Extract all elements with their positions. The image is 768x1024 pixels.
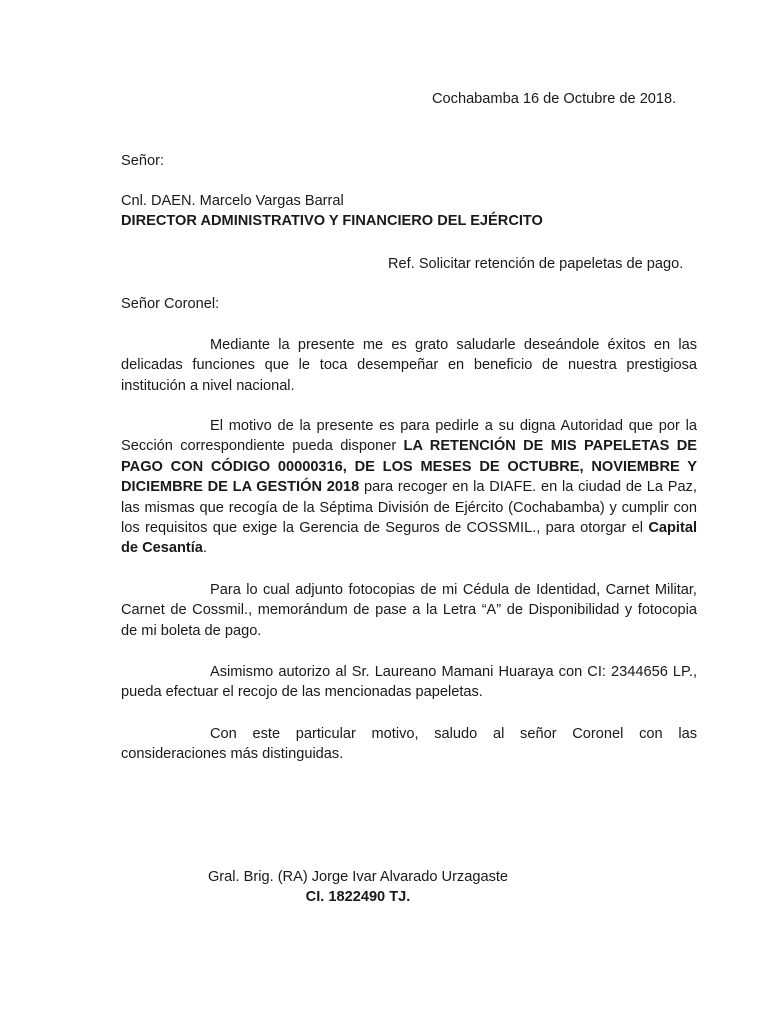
date-line: Cochabamba 16 de Octubre de 2018. — [432, 91, 677, 107]
recipient-title: DIRECTOR ADMINISTRATIVO Y FINANCIERO DEL EJÉRCITO — [121, 213, 543, 229]
signature-id: CI. 1822490 TJ. — [305, 889, 411, 905]
paragraph-5-text: Con este particular motivo, saludo al señor Coronel con las consideraciones más distinguidas. — [121, 726, 697, 763]
paragraph-2 — [121, 416, 697, 559]
p2-details: para recoger en la DIAFE. en la ciudad de La Paz, las mismas que recogía de la Séptima División de Ejército (Cochabamba) y cumplir con los requisitos que exige la Gerencia de Seguros de COSSMIL., para otorgar el — [121, 479, 697, 537]
paragraph-1-text: Mediante la presente me es grato saludarle deseándole éxitos en las delicadas funciones que le toca desempeñar en beneficio de nuestra prestigiosa institución a nivel nacional. — [121, 337, 697, 394]
salutation: Señor: — [121, 153, 164, 169]
p2-end: . — [202, 540, 207, 557]
paragraph-2-text — [121, 416, 697, 559]
reference-line: Ref. Solicitar retención de papeletas de pago. — [388, 256, 684, 272]
paragraph-1 — [121, 335, 697, 396]
signature-name: Gral. Brig. (RA) Jorge Ivar Alvarado Urzagaste — [207, 869, 509, 885]
paragraph-4-text: Asimismo autorizo al Sr. Laureano Mamani Huaraya con CI: 2344656 LP., pueda efectuar el recojo de las mencionadas papeletas. — [121, 664, 697, 701]
paragraph-4 — [121, 662, 697, 703]
p2-intro: El motivo de la presente es para pedirle a su digna Autoridad que por la Sección correspondiente pueda disponer — [121, 418, 697, 455]
p2-capital-cesantia: Capital de Cesantía — [121, 520, 697, 557]
p2-retention-request: LA RETENCIÓN DE MIS PAPELETAS DE PAGO CON CÓDIGO 00000316, DE LOS MESES DE OCTUBRE, NOVIEMBRE Y DICIEMBRE DE LA GESTIÓN 2018 — [121, 438, 698, 496]
recipient-name: Cnl. DAEN. Marcelo Vargas Barral — [121, 193, 344, 209]
greeting: Señor Coronel: — [121, 296, 220, 312]
paragraph-5 — [121, 724, 697, 765]
paragraph-3 — [121, 580, 697, 641]
paragraph-3-text: Para lo cual adjunto fotocopias de mi Cédula de Identidad, Carnet Militar, Carnet de Cossmil., memorándum de pase a la Letra “A” de Disponibilidad y fotocopia de mi boleta de pago. — [121, 582, 697, 639]
